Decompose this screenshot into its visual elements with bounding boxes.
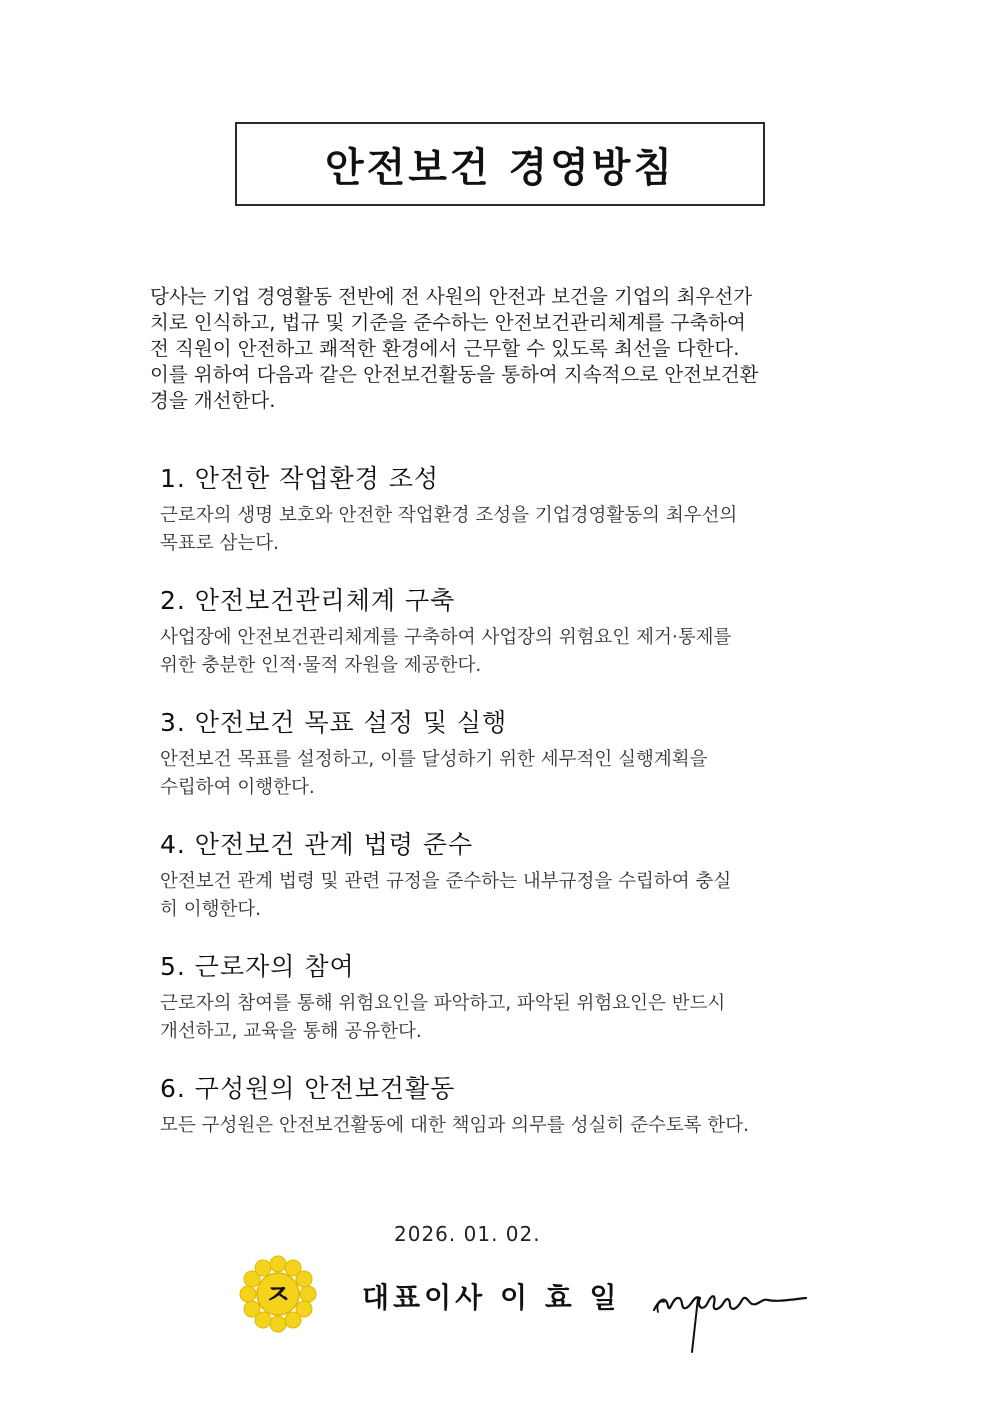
section-line: 안전보건 목표를 설정하고, 이를 달성하기 위한 세무적인 실행계획을	[160, 749, 708, 770]
section-line: 안전보건 관계 법령 및 관련 규정을 준수하는 내부규정을 수립하여 충실	[160, 871, 732, 892]
signer-name: 대표이사 이 효 일	[362, 1281, 621, 1314]
title-box	[235, 122, 765, 206]
company-seal-icon	[238, 1254, 318, 1334]
seal-bead	[255, 1260, 271, 1276]
seal-glyph: ㅈ	[264, 1278, 292, 1311]
page-title: 안전보건 경영방침	[324, 144, 676, 191]
policy-section-1	[160, 464, 880, 558]
seal-bead	[244, 1301, 260, 1317]
section-line: 목표로 삼는다.	[160, 533, 279, 554]
policy-section-6	[160, 1074, 880, 1140]
section-body	[160, 990, 880, 1046]
policy-section-2	[160, 586, 880, 680]
section-line: 수립하여 이행한다.	[160, 777, 315, 798]
document-date: 2026. 01. 02.	[394, 1222, 541, 1246]
intro-line: 당사는 기업 경영활동 전반에 전 사원의 안전과 보건을 기업의 최우선가	[150, 285, 753, 308]
seal-bead	[285, 1312, 301, 1328]
section-heading: 1. 안전한 작업환경 조성	[160, 464, 440, 493]
section-heading: 6. 구성원의 안전보건활동	[160, 1074, 456, 1103]
seal-bead	[270, 1316, 286, 1332]
section-line: 모든 구성원은 안전보건활동에 대한 책임과 의무를 성실히 준수토록 한다.	[160, 1115, 750, 1136]
intro-line: 이를 위하여 다음과 같은 안전보건활동을 통하여 지속적으로 안전보건환	[150, 363, 759, 386]
section-body	[160, 868, 880, 924]
section-body	[160, 624, 880, 680]
seal-bead	[240, 1286, 256, 1302]
section-heading: 4. 안전보건 관계 법령 준수	[160, 830, 474, 859]
section-body	[160, 502, 880, 558]
intro-line: 치로 인식하고, 법규 및 기준을 준수하는 안전보건관리체계를 구축하여	[150, 311, 746, 334]
policy-section-5	[160, 952, 880, 1046]
section-line: 근로자의 생명 보호와 안전한 작업환경 조성을 기업경영활동의 최우선의	[160, 505, 738, 526]
section-line: 히 이행한다.	[160, 899, 262, 920]
section-heading: 2. 안전보건관리체계 구축	[160, 586, 456, 615]
section-line: 근로자의 참여를 통해 위험요인을 파악하고, 파악된 위험요인은 반드시	[160, 993, 726, 1014]
intro-paragraph	[150, 284, 870, 414]
section-line: 사업장에 안전보건관리체계를 구축하여 사업장의 위험요인 제거·통제를	[160, 627, 732, 648]
section-line: 개선하고, 교육을 통해 공유한다.	[160, 1021, 422, 1042]
seal-bead	[300, 1286, 316, 1302]
section-body	[160, 746, 880, 802]
section-heading: 3. 안전보건 목표 설정 및 실행	[160, 708, 508, 737]
intro-line: 경을 개선한다.	[150, 389, 276, 412]
section-line: 위한 충분한 인적·물적 자원을 제공한다.	[160, 655, 482, 676]
section-body	[160, 1112, 880, 1140]
handwritten-signature	[650, 1268, 810, 1368]
section-heading: 5. 근로자의 참여	[160, 952, 355, 981]
seal-bead	[296, 1271, 312, 1287]
policy-section-3	[160, 708, 880, 802]
intro-line: 전 직원이 안전하고 쾌적한 환경에서 근무할 수 있도록 최선을 다한다.	[150, 337, 740, 360]
policy-section-4	[160, 830, 880, 924]
seal-bead	[270, 1256, 286, 1272]
